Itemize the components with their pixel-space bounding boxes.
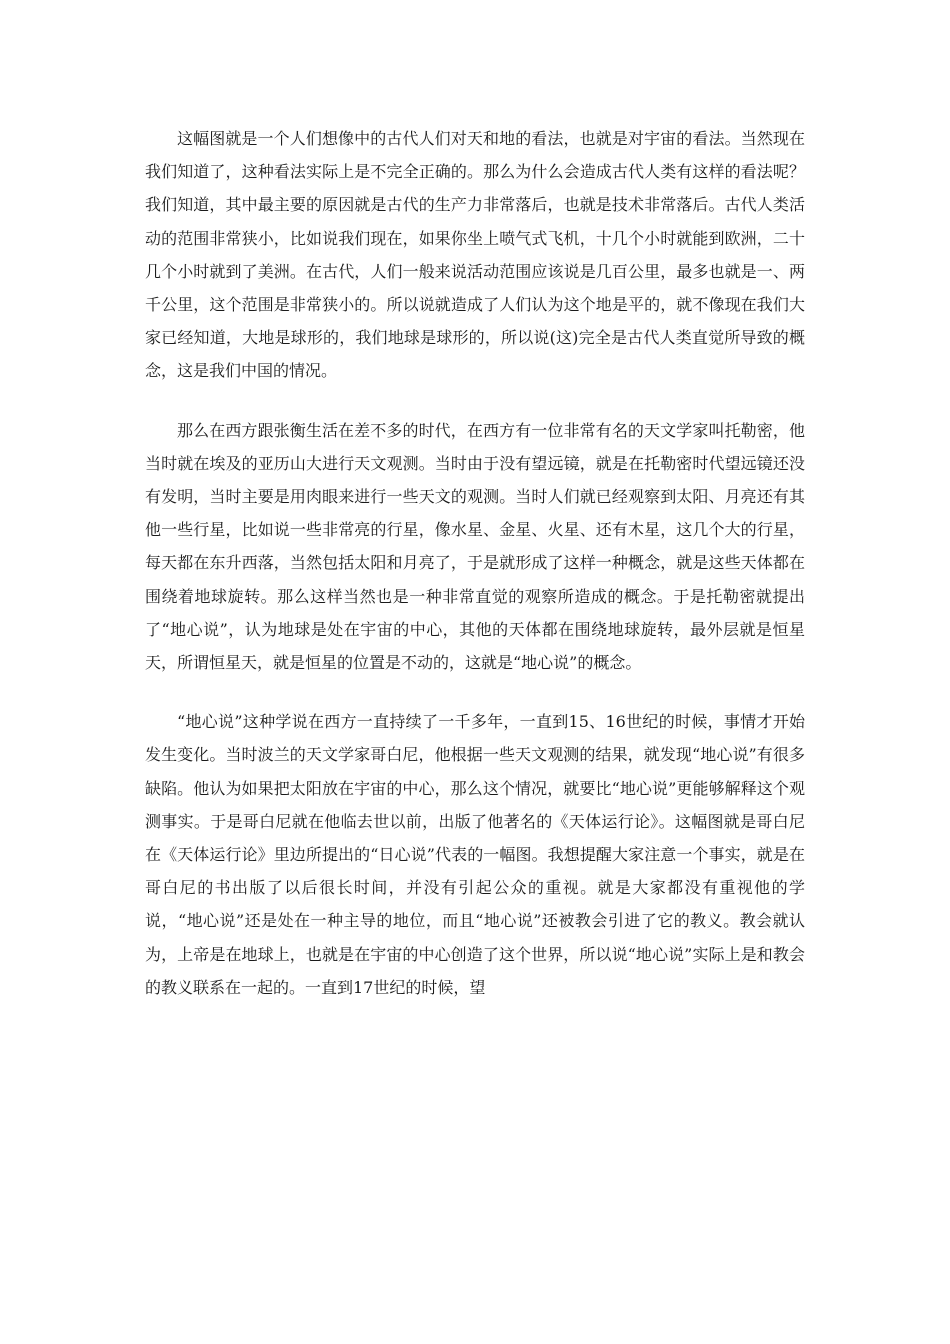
paragraph-ancient-cosmology: 这幅图就是一个人们想像中的古代人们对天和地的看法，也就是对宇宙的看法。当然现在我们知道了，这种看法实际上是不完全正确的。那么为什么会造成古代人类有这样的看法呢？我们知道，其中最主要的原因就是古代的生产力非常落后，也就是技术非常落后。古代人类活动的范围非常狭小，比如说我们现在，如果你坐上喷气式飞机，十几个小时就能到欧洲，二十几个小时就到了美洲。在古代，人们一般来说活动范围应该说是几百公里，最多也就是一、两千公里，这个范围是非常狭小的。所以说就造成了人们认为这个地是平的，就不像现在我们大家已经知道，大地是球形的，我们地球是球形的，所以说(这)完全是古代人类直觉所导致的概念，这是我们中国的情况。 [145,129,805,381]
paragraph-ptolemy-geocentric: 那么在西方跟张衡生活在差不多的时代，在西方有一位非常有名的天文学家叫托勒密，他当时就在埃及的亚历山大进行天文观测。当时由于没有望远镜，就是在托勒密时代望远镜还没有发明，当时主要是用肉眼来进行一些天文的观测。当时人们就已经观察到太阳、月亮还有其他一些行星，比如说一些非常亮的行星，像水星、金星、火星、还有木星，这几个大的行星，每天都在东升西落，当然包括太阳和月亮了，于是就形成了这样一种概念，就是这些天体都在围绕着地球旋转。那么这样当然也是一种非常直觉的观察所造成的概念。于是托勒密就提出了“地心说”，认为地球是处在宇宙的中心，其他的天体都在围绕地球旋转，最外层就是恒星天，所谓恒星天，就是恒星的位置是不动的，这就是“地心说”的概念。 [145,420,805,673]
paragraph-copernicus-heliocentric: “地心说”这种学说在西方一直持续了一千多年，一直到15、16世纪的时候，事情才开始发生变化。当时波兰的天文学家哥白尼，他根据一些天文观测的结果，就发现“地心说”有很多缺陷。他认为如果把太阳放在宇宙的中心，那么这个情况，就要比“地心说”更能够解释这个观测事实。于是哥白尼就在他临去世以前，出版了他著名的《天体运行论》。这幅图就是哥白尼在《天体运行论》里边所提出的“日心说”代表的一幅图。我想提醒大家注意一个事实，就是在哥白尼的书出版了以后很长时间，并没有引起公众的重视。就是大家都没有重视他的学说，“地心说”还是处在一种主导的地位，而且“地心说”还被教会引进了它的教义。教会就认为，上帝是在地球上，也就是在宇宙的中心创造了这个世界，所以说“地心说”实际上是和教会的教义联系在一起的。一直到17世纪的时候，望 [145,712,805,997]
document-body [145,122,805,1004]
